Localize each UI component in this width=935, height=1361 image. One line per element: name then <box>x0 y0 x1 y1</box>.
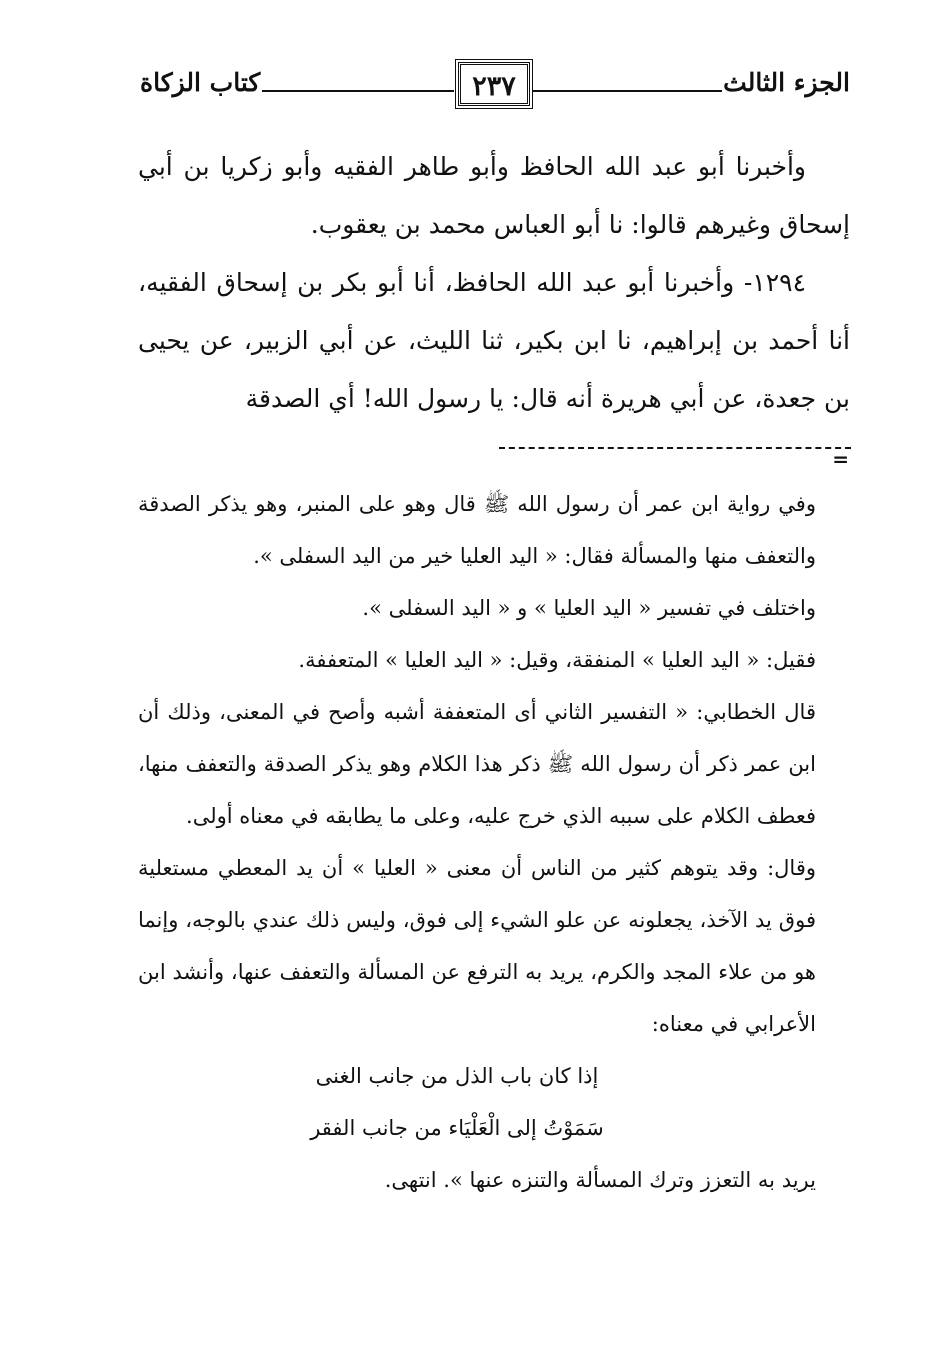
main-paragraph: ١٢٩٤- وأخبرنا أبو عبد الله الحافظ، أنا أبو بكر بن إسحاق الفقيه، أنا أحمد بن إبراهيم، نا ابن بكير، ثنا الليث، عن أبي الزبير، عن يحيى بن جعدة، عن أبي هريرة أنه قال: يا رسول الله! أي الصدقة <box>138 268 850 413</box>
footnote-paragraph: واختلف في تفسير « اليد العليا » و « اليد السفلى ». <box>362 596 816 620</box>
main-paragraph: وأخبرنا أبو عبد الله الحافظ وأبو طاهر الفقيه وأبو زكريا بن أبي إسحاق وغيرهم قالوا: نا أبو العباس محمد بن يعقوب. <box>138 152 850 239</box>
verse-line: سَمَوْتُ إلى الْعَلْيَاء من جانب الفقر <box>310 1116 604 1140</box>
header-rule-right <box>532 90 722 92</box>
book-title: كتاب الزكاة <box>140 68 261 97</box>
footnote-paragraph: وفي رواية ابن عمر أن رسول الله ﷺ قال وهو على المنبر، وهو يذكر الصدقة والتعفف منها والمسألة فقال: « اليد العليا خير من اليد السفلى ». <box>138 492 816 568</box>
main-text <box>138 138 850 428</box>
page-number: ٢٣٧ <box>458 62 530 106</box>
footnote <box>138 478 816 1206</box>
footnote-paragraph: قال الخطابي: « التفسير الثاني أى المتعففة أشبه وأصح في المعنى، وذلك أن ابن عمر ذكر أن رسول الله ﷺ ذكر هذا الكلام وهو يذكر الصدقة والتعفف منها، فعطف الكلام على سببه الذي خرج عليه، وعلى ما يطابقه في معناه أولى. <box>138 700 816 828</box>
footnote-paragraph: يريد به التعزز وترك المسألة والتنزه عنها ». انتهى. <box>384 1168 816 1192</box>
verse-line: إذا كان باب الذل من جانب الغنى <box>315 1064 599 1088</box>
footnote-separator <box>499 447 851 449</box>
footnote-paragraph: وقال: وقد يتوهم كثير من الناس أن معنى « العليا » أن يد المعطي مستعلية فوق يد الآخذ، يجعلونه عن علو الشيء إلى فوق، وليس ذلك عندي بالوجه، وإنما هو من علاء المجد والكرم، يريد به الترفع عن المسألة والتعفف عنها، وأنشد ابن الأعرابي في معناه: <box>138 856 816 1036</box>
page-header <box>140 62 850 110</box>
continuation-mark: = <box>832 447 849 471</box>
header-rule-left <box>262 90 454 92</box>
volume-label: الجزء الثالث <box>723 68 850 97</box>
footnote-paragraph: فقيل: « اليد العليا » المنفقة، وقيل: « اليد العليا » المتعففة. <box>298 648 816 672</box>
